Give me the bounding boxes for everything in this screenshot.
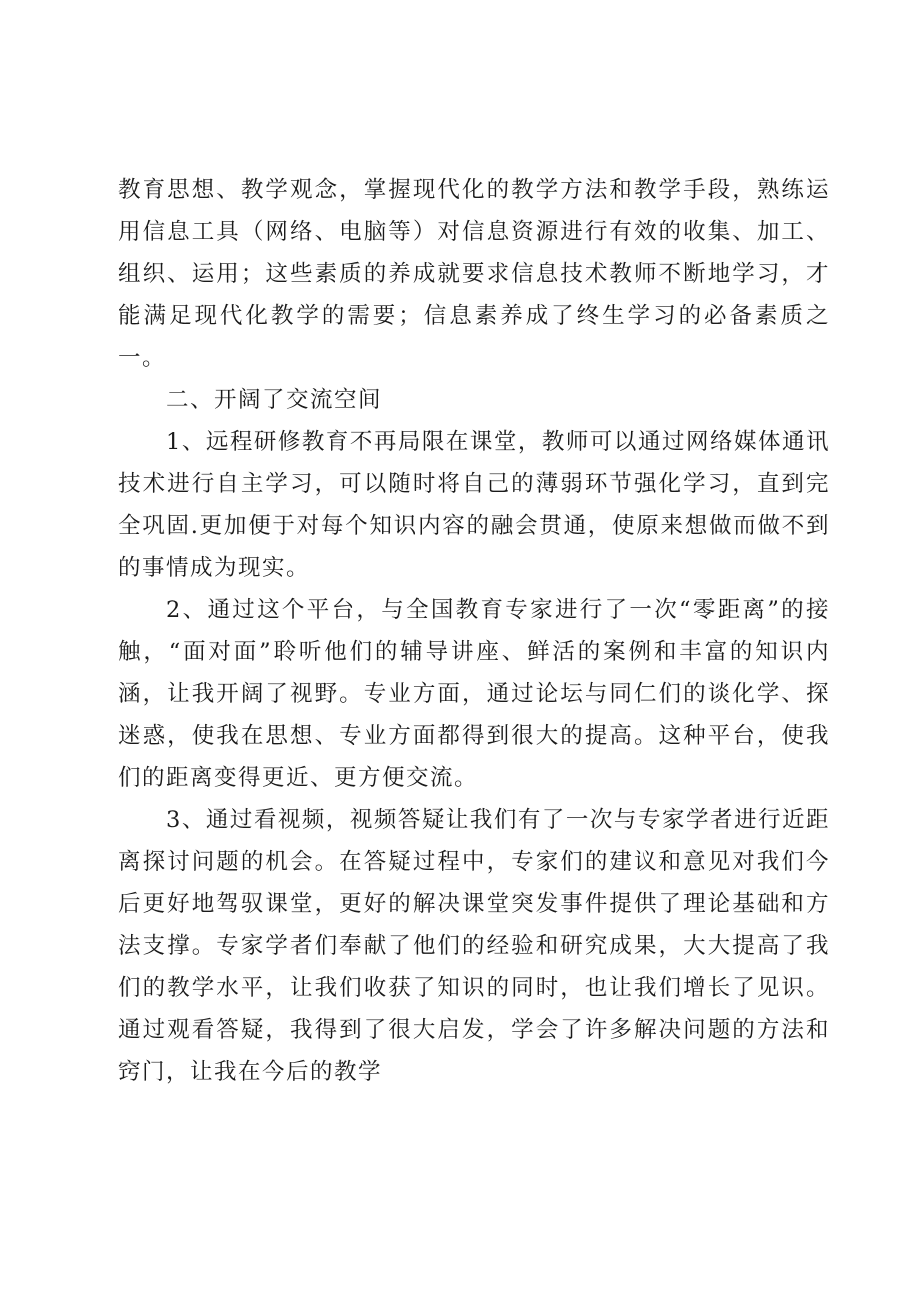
paragraph-item-2: 2、通过这个平台，与全国教育专家进行了一次“零距离”的接触，“面对面”聆听他们的辅导讲座、鲜活的案例和丰富的知识内涵，让我开阔了视野。专业方面，通过论坛与同仁们的谈化学、探迷惑，使我在思想、专业方面都得到很大的提高。这种平台，使我们的距离变得更近、更方便交流。 xyxy=(118,597,830,791)
paragraph-continuation: 教育思想、教学观念，掌握现代化的教学方法和教学手段，熟练运用信息工具（网络、电脑等）对信息资源进行有效的收集、加工、组织、运用；这些素质的养成就要求信息技术教师不断地学习，才能满足现代化教学的需要；信息素养成了终生学习的必备素质之一。 xyxy=(118,177,830,371)
document-body xyxy=(118,169,830,1093)
section-heading: 二、开阔了交流空间 xyxy=(166,387,383,413)
paragraph-item-1: 1、远程研修教育不再局限在课堂，教师可以通过网络媒体通讯技术进行自主学习，可以随时将自己的薄弱环节强化学习，直到完全巩固.更加便于对每个知识内容的融会贯通，使原来想做而做不到的事情成为现实。 xyxy=(118,429,830,581)
paragraph-item-3: 3、通过看视频，视频答疑让我们有了一次与专家学者进行近距离探讨问题的机会。在答疑过程中，专家们的建议和意见对我们今后更好地驾驭课堂，更好的解决课堂突发事件提供了理论基础和方法支撑。专家学者们奉献了他们的经验和研究成果，大大提高了我们的教学水平，让我们收获了知识的同时，也让我们增长了见识。通过观看答疑，我得到了很大启发，学会了许多解决问题的方法和窍门，让我在今后的教学 xyxy=(118,807,830,1085)
